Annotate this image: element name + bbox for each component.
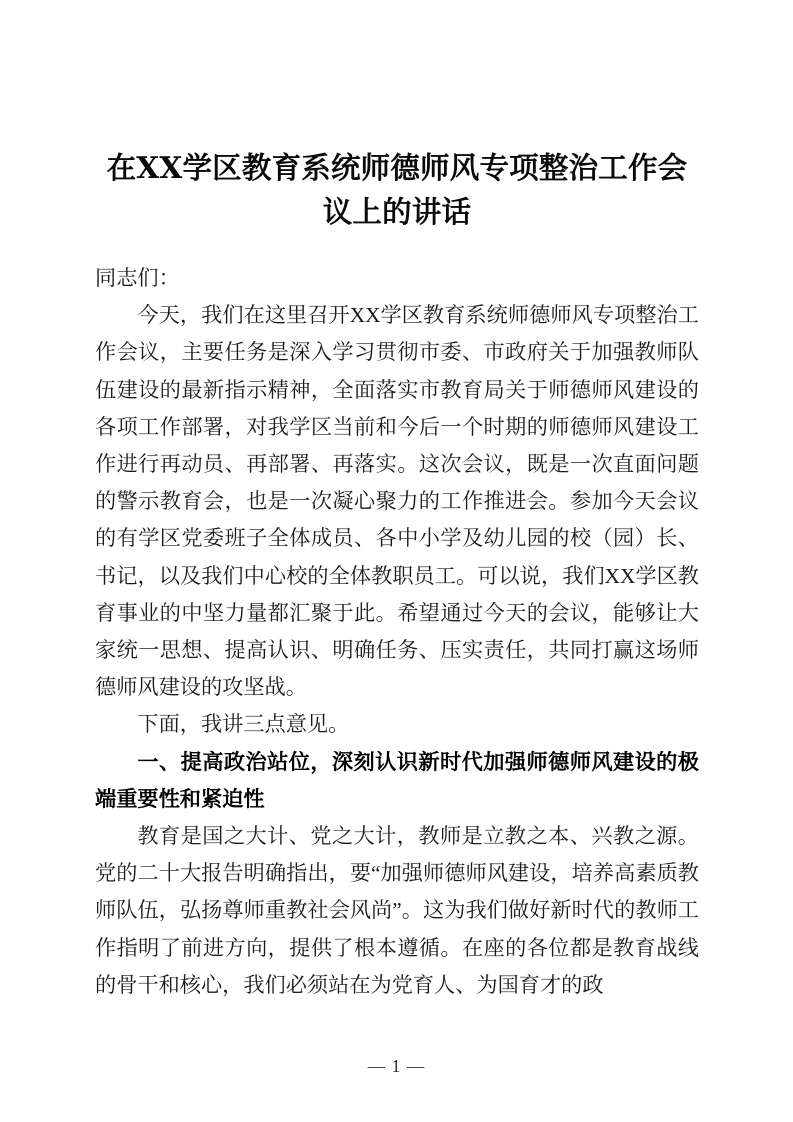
- salutation: 同志们：: [95, 266, 180, 290]
- document-body: [95, 260, 699, 1004]
- paragraph-section-one-body: 教育是国之大计、党之大计，教师是立教之本、兴教之源。党的二十大报告明确指出，要“加强师德师风建设，培养高素质教师队伍，弘扬尊师重教社会风尚”。这为我们做好新时代的教师工作指明了前进方向，提供了根本遵循。在座的各位都是教育战线的骨干和核心，我们必须站在为党育人、为国育才的政: [95, 824, 699, 997]
- page-number-footer: — 1 —: [367, 1056, 426, 1076]
- page-title: 在XX学区教育系统师德师风专项整治工作会议上的讲话: [106, 150, 688, 229]
- paragraph-transition: 下面，我讲三点意见。: [137, 712, 350, 737]
- section-heading-one: 一、提高政治站位，深刻认识新时代加强师德师风建设的极端重要性和紧迫性: [95, 749, 699, 811]
- page-content: [95, 0, 699, 1004]
- paragraph-opening: 今天，我们在这里召开XX学区教育系统师德师风专项整治工作会议，主要任务是深入学习贯彻市委、市政府关于加强教师队伍建设的最新指示精神，全面落实市教育局关于师德师风建设的各项工作部署，对我学区当前和今后一个时期的师德师风建设工作进行再动员、再部署、再落实。这次会议，既是一次直面问题的警示教育会，也是一次凝心聚力的工作推进会。参加今天会议的有学区党委班子全体成员、各中小学及幼儿园的校（园）长、书记，以及我们中心校的全体教职员工。可以说，我们XX学区教育事业的中坚力量都汇聚于此。希望通过今天的会议，能够让大家统一思想、提高认识、明确任务、压实责任，共同打赢这场师德师风建设的攻坚战。: [95, 303, 699, 700]
